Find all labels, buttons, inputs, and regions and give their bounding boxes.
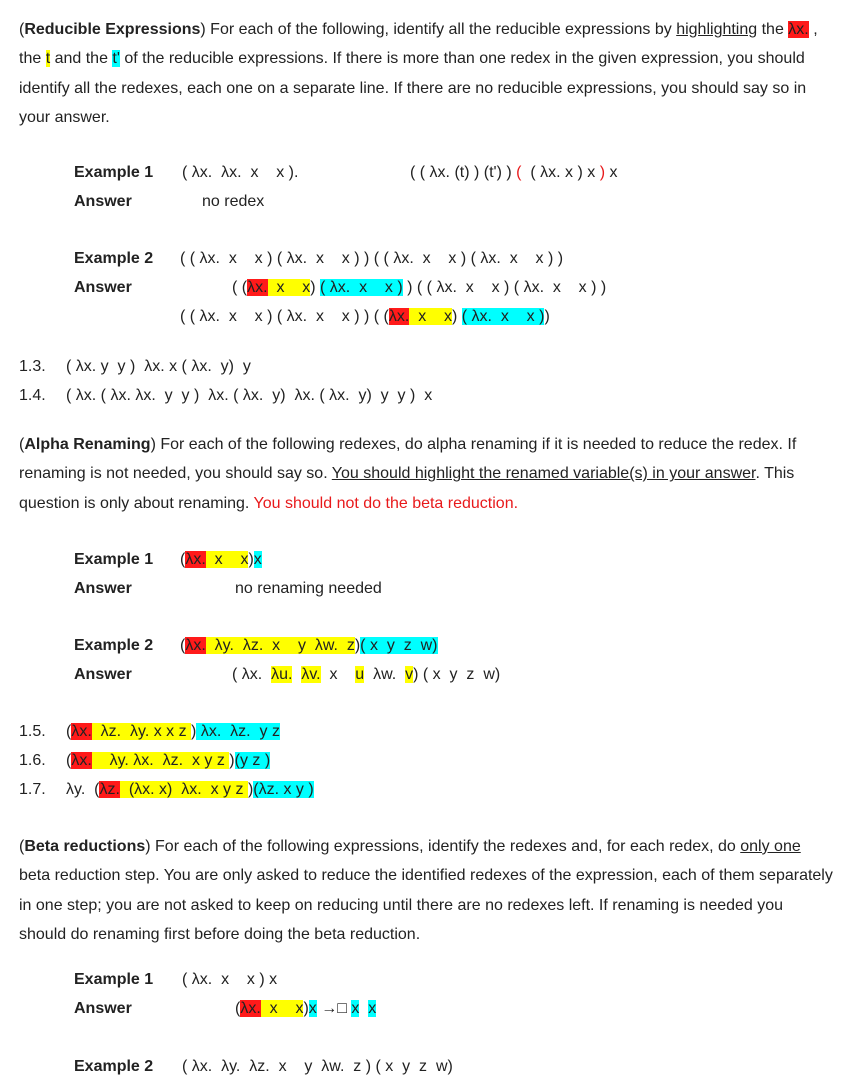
reducible-intro: (Reducible Expressions) For each of the following, identify all the reducible expressions by highlighting the λx. , the t and the t' of the reducible expressions. If there is more than one redex in the given expression, you should identify all the redexes, each one on a separate line. If there are no reducible expressions, you should say so in your answer.	[19, 21, 818, 126]
beta-ex1-answer-label: Answer	[74, 1000, 132, 1017]
alpha-ex2-expression: (λx. λy. λz. x y λw. z)( x y z w)	[180, 637, 438, 654]
ex1-answer-label: Answer	[74, 193, 132, 210]
ex2-answer-label: Answer	[74, 279, 132, 296]
beta-ex2-expression: ( λx. λy. λz. x y λw. z ) ( x y z w)	[182, 1058, 453, 1075]
alpha-ex1-answer: no renaming needed	[235, 580, 382, 597]
ex2-label: Example 2	[74, 250, 154, 267]
question-1-6: (λx. λy. λx. λz. x y z )(y z )	[66, 752, 271, 769]
beta-ex1-label: Example 1	[74, 971, 154, 988]
beta-title: Beta reductions	[24, 838, 146, 855]
alpha-ex1-label: Example 1	[74, 551, 154, 568]
alpha-ex1-answer-label: Answer	[74, 580, 132, 597]
question-1-5-number: 1.5.	[19, 723, 46, 740]
alpha-title: Alpha Renaming	[24, 436, 151, 453]
question-1-7-number: 1.7.	[19, 781, 46, 798]
question-1-5: (λx. λz. λy. x x z ) λx. λz. y z	[66, 723, 280, 740]
question-1-4-number: 1.4.	[19, 387, 46, 404]
alpha-ex2-label: Example 2	[74, 637, 154, 654]
ex1-answer: no redex	[202, 193, 265, 210]
beta-intro: (Beta reductions) For each of the following expressions, identify the redexes and, for each redex, do only one beta reduction step. You are only asked to reduce the identified redexes of the expression, each of them separately in one step; you are not asked to keep on reducing until there are no redexes left. If renaming is needed you should do renaming first before doing the beta reduction.	[19, 838, 833, 943]
question-1-7: λy. (λz. (λx. x) λx. x y z )(λz. x y )	[66, 781, 314, 798]
ex1-label: Example 1	[74, 164, 154, 181]
beta-ex1-answer: (λx. x x)x →□ x x	[235, 1000, 377, 1017]
ex1-example-expression: ( ( λx. (t) ) (t') ) ( ( λx. x ) x ) x	[410, 164, 618, 181]
question-1-3-number: 1.3.	[19, 358, 46, 375]
beta-ex1-expression: ( λx. x x ) x	[182, 971, 278, 988]
alpha-ex1-expression: (λx. x x)x	[180, 551, 262, 568]
ex2-expression: ( ( λx. x x ) ( λx. x x ) ) ( ( λx. x x ) ( λx. x x ) )	[180, 250, 564, 267]
ex1-expression: ( λx. λx. x x ).	[182, 164, 299, 181]
question-1-4: ( λx. ( λx. λx. y y ) λx. ( λx. y) λx. ( λx. y) y y ) x	[66, 387, 433, 404]
question-1-6-number: 1.6.	[19, 752, 46, 769]
ex2-answer-line-2: ( ( λx. x x ) ( λx. x x ) ) ( (λx. x x) ( λx. x x ))	[180, 308, 550, 325]
alpha-ex2-answer: ( λx. λu. λv. x u λw. v) ( x y z w)	[232, 666, 501, 683]
alpha-intro: (Alpha Renaming) For each of the following redexes, do alpha renaming if it is needed to reduce the redex. If renaming is not needed, you should say so. You should highlight the renamed variable(s) in your answer. This question is only about renaming. You should not do the beta reduction.	[19, 436, 797, 512]
question-1-3: ( λx. y y ) λx. x ( λx. y) y	[66, 358, 251, 375]
alpha-ex2-answer-label: Answer	[74, 666, 132, 683]
beta-ex2-label: Example 2	[74, 1058, 154, 1075]
ex2-answer-line-1: ( (λx. x x) ( λx. x x ) ) ( ( λx. x x ) ( λx. x x ) )	[232, 279, 607, 296]
reducible-title: Reducible Expressions	[24, 21, 201, 38]
